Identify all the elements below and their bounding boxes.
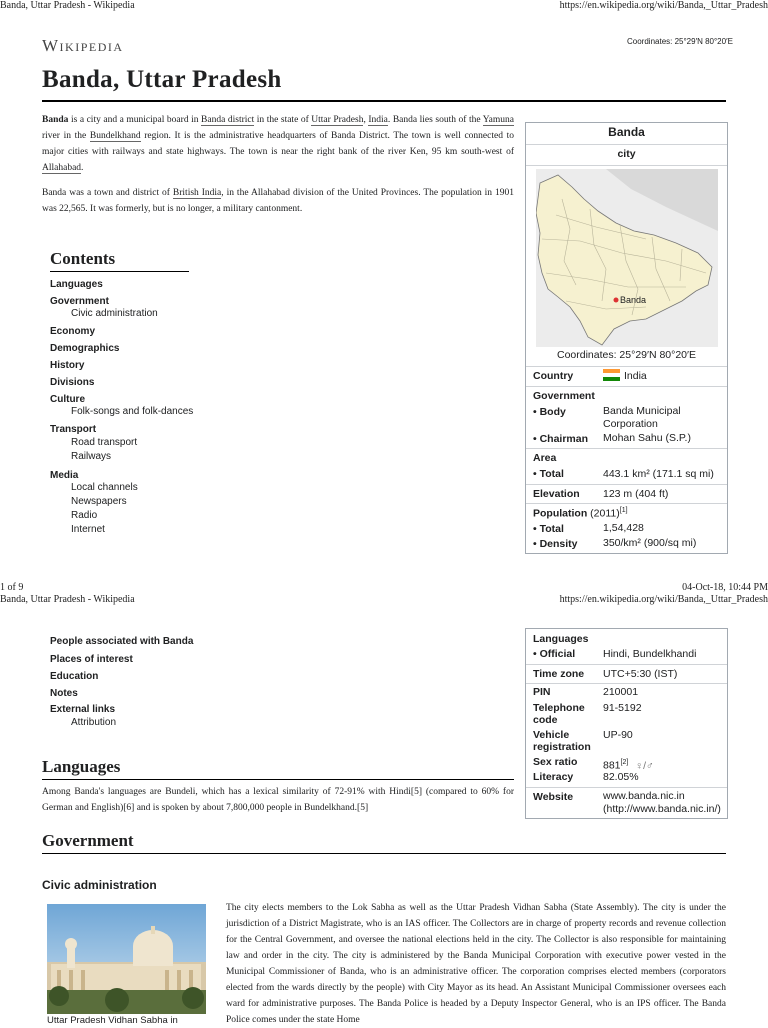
- density-label: • Density: [533, 538, 578, 550]
- civic-administration-paragraph: The city elects members to the Lok Sabha as well as the Uttar Pradesh Vidhan Sabha (State Assembly). The city is under the jurisdiction of a District Magistrate, who is an IAS officer. The Collectors are in charge of property records and revenue collection for the Central Government, and oversee the national elections held in the city. The Collector is also responsible for maintaining law and order in the city. The city is administered by the Banda Municipal Corporation with executive power vested in the Municipal Commissioner of Banda, who is an administrative officer. The corporation comprises elected members (corporators elected from the wards directly by the people) with City Mayor as its head. An Assistant Municipal Commissioner oversees each ward for administrative purposes. The Banda Police is headed by a Deputy Inspector General, who is an IPS officer. The Banda Police comes under the state Home: [226, 903, 726, 1025]
- languages-label: Languages: [533, 633, 589, 645]
- print-header-title: Banda, Uttar Pradesh - Wikipedia: [0, 0, 135, 11]
- toc-item[interactable]: Languages: [50, 279, 103, 290]
- inline-link[interactable]: Banda district: [201, 115, 255, 125]
- toc-title: Contents: [50, 249, 116, 268]
- toc-item[interactable]: Notes: [50, 688, 78, 699]
- toc-item[interactable]: Government: [50, 296, 109, 307]
- density-value: 350/km² (900/sq mi): [603, 537, 697, 549]
- inline-link[interactable]: British India: [172, 188, 222, 198]
- elevation-label: Elevation: [533, 488, 580, 500]
- population-label-row: Population (2011)[1]: [533, 507, 628, 520]
- toc-item[interactable]: People associated with Banda: [50, 636, 194, 647]
- photo-caption: Uttar Pradesh Vidhan Sabha in: [47, 1015, 178, 1026]
- print-header-url-2: https://en.wikipedia.org/wiki/Banda,_Uttar_Pradesh: [559, 594, 768, 605]
- area-total-value: 443.1 km² (171.1 sq mi): [603, 468, 714, 480]
- text-run: river in the: [42, 131, 90, 141]
- toc-item[interactable]: Local channels: [71, 482, 138, 493]
- toc-item[interactable]: Radio: [71, 510, 98, 521]
- chairman-value: Mohan Sahu (S.P.): [603, 432, 691, 444]
- toc-item[interactable]: Civic administration: [71, 308, 158, 319]
- sex-ratio-value: 881[2] ♀/♂: [603, 759, 654, 772]
- wikipedia-wordmark[interactable]: Wikipedia: [42, 36, 124, 55]
- bold-term: Banda: [42, 115, 69, 125]
- vidhan-sabha-photo[interactable]: [47, 904, 206, 1014]
- toc-item[interactable]: Transport: [50, 424, 97, 435]
- languages-paragraph: Among Banda's languages are Bundeli, which has a lexical similarity of 72-91% with Hindi[5] (compared to 60% for German and English)[6] and is spoken by about 7,800,000 people in Bundelkhand.[5]: [42, 787, 514, 813]
- toc-item[interactable]: Internet: [71, 524, 105, 535]
- infobox: [525, 122, 728, 554]
- intro-paragraph-2: [42, 185, 514, 217]
- intro-paragraph-1: [42, 112, 514, 176]
- coordinates-top[interactable]: Coordinates: 25°29′N 80°20′E: [627, 37, 733, 46]
- infobox-coordinates[interactable]: Coordinates: 25°29′N 80°20′E: [556, 349, 696, 361]
- website-link[interactable]: www.banda.nic.in (http://www.banda.nic.in/): [603, 790, 721, 815]
- text-run: .: [81, 163, 84, 173]
- inline-link[interactable]: India: [368, 115, 388, 125]
- government-label: Government: [533, 390, 595, 402]
- population-ref[interactable]: [1]: [619, 507, 628, 514]
- government-rule: [42, 853, 726, 854]
- toc-item[interactable]: Places of interest: [50, 654, 133, 665]
- india-flag-icon: [603, 369, 620, 381]
- official-label: • Official: [533, 648, 576, 660]
- text-run: region. It is the administrative headquarters of Banda District. The town is well connected to major cities with railways and state highways. The town is near the right bank of the river Ken, 95 km south-west of: [42, 131, 514, 157]
- sex-ratio-ref[interactable]: [2]: [620, 759, 629, 766]
- toc-rule: [50, 271, 189, 272]
- languages-rule: [42, 779, 514, 780]
- print-footer-page: 1 of 9: [0, 582, 24, 593]
- map-label: Banda: [620, 295, 647, 305]
- timezone-value[interactable]: UTC+5:30 (IST): [603, 668, 678, 680]
- chairman-label: • Chairman: [533, 433, 589, 445]
- timezone-label: Time zone: [533, 668, 585, 680]
- languages-heading: Languages: [42, 757, 121, 776]
- infobox-title: Banda: [608, 125, 645, 139]
- inline-link[interactable]: Allahabad: [42, 163, 82, 173]
- inline-link[interactable]: Yamuna: [482, 115, 514, 125]
- gender-symbol-icon: ♀/♂: [635, 759, 654, 772]
- country-text: India: [624, 370, 647, 382]
- toc-item[interactable]: Folk-songs and folk-dances: [71, 406, 194, 417]
- body-label: • Body: [533, 406, 566, 418]
- elevation-value: 123 m (404 ft): [603, 488, 669, 500]
- civic-administration-heading: Civic administration: [42, 878, 157, 892]
- toc-item[interactable]: History: [50, 360, 85, 371]
- toc-item[interactable]: External links: [50, 704, 116, 715]
- print-header-title-2: Banda, Uttar Pradesh - Wikipedia: [0, 594, 135, 605]
- country-label: Country: [533, 370, 574, 382]
- sex-ratio-label[interactable]: Sex ratio: [533, 756, 578, 768]
- toc-item[interactable]: Demographics: [50, 343, 120, 354]
- text-run: ,: [363, 115, 369, 125]
- toc-item[interactable]: Railways: [71, 451, 112, 462]
- area-total-label: • Total: [533, 468, 564, 480]
- pin-label[interactable]: PIN: [533, 686, 551, 698]
- title-rule: [42, 100, 726, 102]
- toc-item[interactable]: Culture: [50, 394, 85, 405]
- text-run: Banda was a town and district of: [42, 188, 173, 198]
- uttar-pradesh-map[interactable]: [536, 169, 718, 347]
- population-total-label: • Total: [533, 523, 564, 535]
- inline-link[interactable]: Bundelkhand: [89, 131, 141, 141]
- area-label: Area: [533, 452, 557, 464]
- text-run: is a city and a municipal board in: [68, 115, 202, 125]
- inline-link[interactable]: Uttar Pradesh: [311, 115, 364, 125]
- toc-item[interactable]: Education: [50, 671, 99, 682]
- page-title: Banda, Uttar Pradesh: [42, 66, 282, 93]
- infobox-continued: [525, 628, 728, 819]
- toc-item[interactable]: Divisions: [50, 377, 95, 388]
- toc-item[interactable]: Economy: [50, 326, 96, 337]
- official-value[interactable]: Hindi, Bundelkhandi: [603, 648, 697, 660]
- population-total-value: 1,54,428: [603, 522, 644, 534]
- country-value[interactable]: [603, 369, 647, 383]
- text-run: . Banda lies south of the: [387, 115, 483, 125]
- toc-item[interactable]: Attribution: [71, 717, 117, 728]
- government-heading: Government: [42, 831, 134, 850]
- body-value[interactable]: Banda Municipal Corporation: [603, 405, 681, 430]
- text-run: in the state of: [254, 115, 312, 125]
- literacy-value: 82.05%: [603, 771, 639, 783]
- toc-item[interactable]: Media: [50, 470, 79, 481]
- vehicle-label[interactable]: Vehicle registration: [533, 729, 591, 753]
- telephone-label[interactable]: Telephone code: [533, 702, 585, 726]
- infobox-type: city: [617, 148, 636, 160]
- banda-marker-icon: [614, 298, 619, 303]
- toc-item[interactable]: Road transport: [71, 437, 138, 448]
- website-label: Website: [533, 791, 574, 803]
- print-header-url: https://en.wikipedia.org/wiki/Banda,_Uttar_Pradesh: [559, 0, 768, 11]
- text-run: , in the Allahabad division of the United Provinces. The population in 1901 was 22,565. It was formerly, but is no longer, a military cantonment.: [42, 188, 514, 214]
- toc-item[interactable]: Newspapers: [71, 496, 127, 507]
- literacy-label: Literacy: [533, 771, 574, 783]
- print-footer-datetime: 04-Oct-18, 10:44 PM: [682, 582, 768, 593]
- telephone-value: 91-5192: [603, 702, 642, 714]
- vehicle-value: UP-90: [603, 729, 633, 741]
- pin-value: 210001: [603, 686, 639, 698]
